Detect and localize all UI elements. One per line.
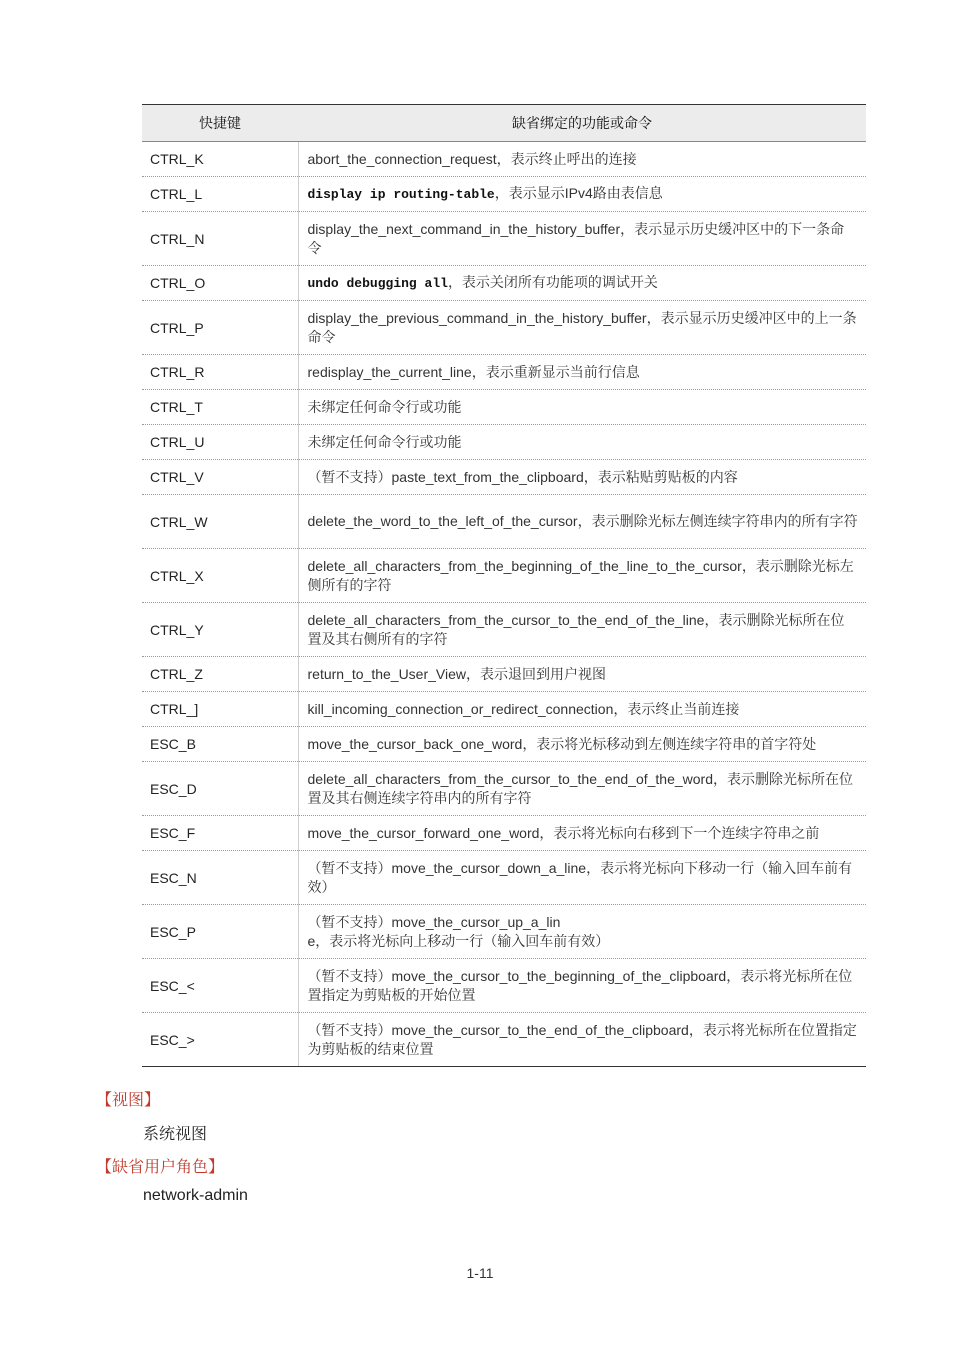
function-desc [298, 266, 866, 301]
shortcut-key: ESC_B [142, 727, 298, 762]
table-row [142, 603, 866, 657]
shortcut-key: CTRL_V [142, 460, 298, 495]
desc-text: ，表示将光标所在位置指定为剪贴板的结束位置 [307, 1021, 857, 1057]
function-desc [298, 495, 866, 549]
desc-text: 未绑定任何命令行或功能 [307, 398, 462, 415]
desc-text: ，表示重新显示当前行信息 [471, 363, 640, 380]
command-code: undo debugging all [307, 276, 448, 291]
command-name: redisplay_the_current_line [307, 363, 472, 380]
view-section-value: 系统视图 [143, 1126, 208, 1143]
desc-text: ，表示终止当前连接 [613, 700, 740, 717]
shortcut-key: ESC_F [142, 816, 298, 851]
desc-text: ，表示退回到用户视图 [466, 665, 607, 682]
shortcut-key: CTRL_T [142, 390, 298, 425]
function-desc [298, 959, 866, 1013]
header-function: 缺省绑定的功能或命令 [298, 105, 866, 142]
desc-text: ，表示删除光标左侧连续字符串内的所有字符 [577, 513, 858, 529]
table-row [142, 657, 866, 692]
header-shortcut: 快捷键 [142, 105, 298, 142]
desc-text: ，表示显示历史缓冲区中的上一条命令 [307, 309, 857, 345]
table-row [142, 355, 866, 390]
view-section-title: 【视图】 [96, 1090, 161, 1109]
table-row [142, 177, 866, 212]
command-name: delete_all_characters_from_the_cursor_to_the_end_of_the_word [307, 770, 713, 787]
table-row [142, 425, 866, 460]
desc-prefix: （暂不支持） [307, 1021, 392, 1038]
command-name: kill_incoming_connection_or_redirect_connection [307, 700, 614, 717]
table-row [142, 762, 866, 816]
table-row [142, 460, 866, 495]
function-desc [298, 762, 866, 816]
table-row [142, 905, 866, 959]
table-row [142, 212, 866, 266]
command-name: move_the_cursor_forward_one_word [307, 824, 540, 841]
shortcut-key: ESC_< [142, 959, 298, 1013]
function-desc [298, 460, 866, 495]
function-desc [298, 657, 866, 692]
desc-text: ，表示粘贴剪贴板的内容 [583, 468, 738, 485]
role-section-title: 【缺省用户角色】 [96, 1157, 225, 1176]
table-row [142, 816, 866, 851]
function-desc [298, 390, 866, 425]
command-name: move_the_cursor_to_the_end_of_the_clipboard [391, 1021, 689, 1038]
table-row [142, 266, 866, 301]
shortcut-key: CTRL_] [142, 692, 298, 727]
table-header-row [142, 105, 866, 142]
shortcut-key: CTRL_P [142, 301, 298, 355]
desc-prefix: （暂不支持） [307, 913, 392, 930]
shortcut-key: CTRL_Y [142, 603, 298, 657]
table-row [142, 727, 866, 762]
desc-prefix: （暂不支持） [307, 468, 392, 485]
function-desc [298, 301, 866, 355]
command-name: abort_the_connection_request [307, 150, 497, 167]
desc-text: ，表示将光标移动到左侧连续字符串的首字符处 [522, 735, 817, 752]
command-name: display_the_previous_command_in_the_history_buffer [307, 309, 647, 326]
desc-text: ，表示终止呼出的连接 [496, 150, 637, 167]
function-desc [298, 177, 866, 212]
desc-text: ，表示删除光标所在位置及其右侧所有的字符 [307, 611, 845, 647]
command-name: paste_text_from_the_clipboard [391, 468, 584, 485]
table-row [142, 142, 866, 177]
command-code: display ip routing-table [307, 187, 495, 202]
table-row [142, 851, 866, 905]
shortcut-key: ESC_N [142, 851, 298, 905]
desc-text: ，表示显示历史缓冲区中的下一条命令 [307, 220, 845, 256]
shortcut-key: CTRL_R [142, 355, 298, 390]
command-name: delete_all_characters_from_the_cursor_to_the_end_of_the_line [307, 611, 705, 628]
desc-text: ，表示删除光标左侧所有的字符 [307, 557, 854, 593]
shortcut-key: CTRL_X [142, 549, 298, 603]
function-desc [298, 727, 866, 762]
desc-text: 未绑定任何命令行或功能 [307, 433, 462, 450]
command-name: delete_the_word_to_the_left_of_the_cursor [307, 513, 578, 529]
table-row [142, 692, 866, 727]
shortcut-key: CTRL_K [142, 142, 298, 177]
function-desc [298, 1013, 866, 1067]
function-desc [298, 816, 866, 851]
function-desc [298, 603, 866, 657]
function-desc [298, 212, 866, 266]
table-row [142, 959, 866, 1013]
desc-text: ，表示显示IPv4路由表信息 [494, 185, 663, 201]
table-row [142, 1013, 866, 1067]
shortcut-key: ESC_D [142, 762, 298, 816]
shortcut-key: CTRL_L [142, 177, 298, 212]
shortcut-key: ESC_> [142, 1013, 298, 1067]
function-desc [298, 692, 866, 727]
shortcut-key: CTRL_N [142, 212, 298, 266]
table-row [142, 495, 866, 549]
command-name: display_the_next_command_in_the_history_buffer [307, 220, 621, 237]
shortcut-key: ESC_P [142, 905, 298, 959]
desc-text: ，表示将光标向下移动一行（输入回车前有效） [307, 859, 853, 895]
shortcut-key: CTRL_W [142, 495, 298, 549]
desc-text: ，表示关闭所有功能项的调试开关 [447, 274, 658, 290]
shortcut-key: CTRL_U [142, 425, 298, 460]
function-desc [298, 851, 866, 905]
command-name: move_the_cursor_to_the_beginning_of_the_clipboard [391, 967, 727, 984]
desc-text: ，表示将光标向上移动一行（输入回车前有效） [315, 932, 610, 949]
desc-prefix: （暂不支持） [307, 859, 392, 876]
function-desc [298, 355, 866, 390]
role-section-value: network-admin [143, 1187, 248, 1204]
desc-prefix: （暂不支持） [307, 967, 392, 984]
command-name: move_the_cursor_up_a_line [307, 913, 561, 949]
desc-text: ，表示将光标所在位置指定为剪贴板的开始位置 [307, 967, 853, 1003]
desc-text: ，表示删除光标所在位置及其右侧连续字符串内的所有字符 [307, 770, 853, 806]
shortcut-key: CTRL_Z [142, 657, 298, 692]
command-name: move_the_cursor_down_a_line [391, 859, 587, 876]
desc-text: ，表示将光标向右移到下一个连续字符串之前 [539, 824, 820, 841]
function-desc [298, 142, 866, 177]
command-name: delete_all_characters_from_the_beginning_of_the_line_to_the_cursor [307, 557, 742, 574]
table-row [142, 301, 866, 355]
command-name: move_the_cursor_back_one_word [307, 735, 523, 752]
table-row [142, 549, 866, 603]
shortcut-key: CTRL_O [142, 266, 298, 301]
function-desc [298, 425, 866, 460]
shortcut-table [142, 104, 866, 1067]
command-name: return_to_the_User_View [307, 665, 467, 682]
function-desc [298, 549, 866, 603]
page-number: 1-11 [466, 1265, 494, 1281]
function-desc [298, 905, 866, 959]
table-row [142, 390, 866, 425]
